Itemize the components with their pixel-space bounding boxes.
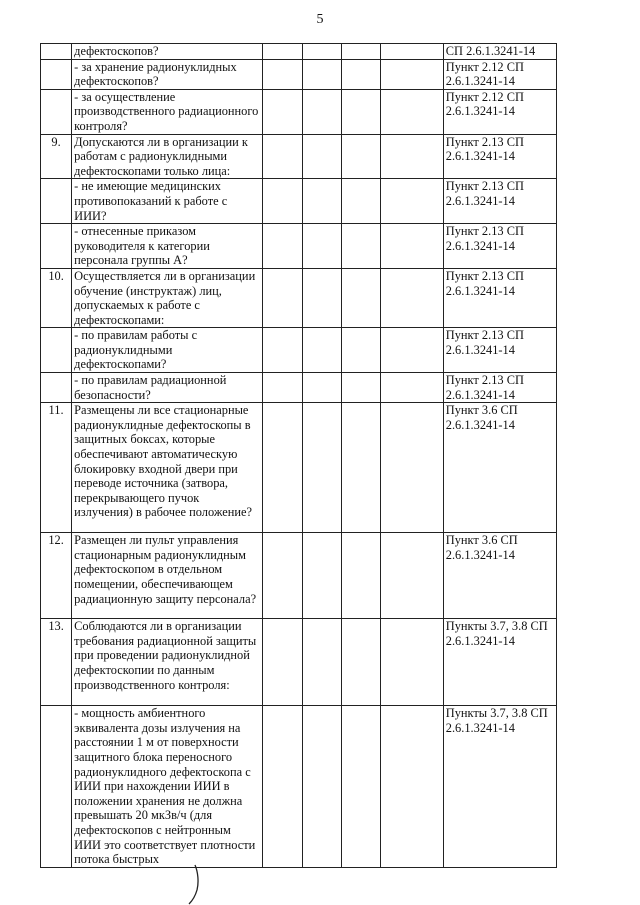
question-cell: Размещен ли пульт управления стационарным радионуклидным дефектоскопом в отдельном помещении, обеспечивающем радиационную защиту персонала? bbox=[72, 533, 263, 619]
answer-cell-1 bbox=[263, 134, 302, 179]
question-cell: - по правилам радиационной безопасности? bbox=[72, 373, 263, 403]
answer-cell-3 bbox=[342, 179, 381, 224]
question-cell: Размещены ли все стационарные радионуклидные дефектоскопы в защитных боксах, которые обеспечивают автоматическую блокировку входной двери при переводе источника (затвора, перекрывающего пучок излучения) в рабочее положение? bbox=[72, 403, 263, 533]
answer-cell-1 bbox=[263, 268, 302, 327]
signature-mark bbox=[186, 864, 208, 905]
table-row bbox=[41, 373, 557, 403]
reference-cell: Пункты 3.7, 3.8 СП 2.6.1.3241-14 bbox=[443, 619, 556, 706]
item-number-cell bbox=[41, 224, 72, 269]
reference-cell: Пункты 3.7, 3.8 СП 2.6.1.3241-14 bbox=[443, 706, 556, 868]
table-row bbox=[41, 328, 557, 373]
table-row bbox=[41, 134, 557, 179]
item-number-cell bbox=[41, 706, 72, 868]
answer-cell-2 bbox=[302, 706, 341, 868]
answer-cell-2 bbox=[302, 328, 341, 373]
item-number-cell bbox=[41, 373, 72, 403]
question-cell: - по правилам работы с радионуклидными дефектоскопами? bbox=[72, 328, 263, 373]
item-number-cell bbox=[41, 179, 72, 224]
reference-cell: Пункт 2.13 СП 2.6.1.3241-14 bbox=[443, 224, 556, 269]
question-cell: - за хранение радионуклидных дефектоскопов? bbox=[72, 59, 263, 89]
item-number-cell bbox=[41, 59, 72, 89]
notes-cell bbox=[381, 619, 443, 706]
reference-cell: Пункт 2.12 СП 2.6.1.3241-14 bbox=[443, 89, 556, 134]
notes-cell bbox=[381, 89, 443, 134]
item-number-cell bbox=[41, 328, 72, 373]
answer-cell-2 bbox=[302, 179, 341, 224]
notes-cell bbox=[381, 533, 443, 619]
question-cell: Допускаются ли в организации к работам с радионуклидными дефектоскопами только лица: bbox=[72, 134, 263, 179]
reference-cell: Пункт 2.13 СП 2.6.1.3241-14 bbox=[443, 328, 556, 373]
answer-cell-3 bbox=[342, 268, 381, 327]
answer-cell-3 bbox=[342, 224, 381, 269]
answer-cell-2 bbox=[302, 619, 341, 706]
item-number-cell: 13. bbox=[41, 619, 72, 706]
answer-cell-3 bbox=[342, 706, 381, 868]
answer-cell-1 bbox=[263, 89, 302, 134]
notes-cell bbox=[381, 134, 443, 179]
notes-cell bbox=[381, 268, 443, 327]
answer-cell-2 bbox=[302, 268, 341, 327]
table-row bbox=[41, 268, 557, 327]
notes-cell bbox=[381, 706, 443, 868]
answer-cell-3 bbox=[342, 403, 381, 533]
notes-cell bbox=[381, 328, 443, 373]
item-number-cell: 10. bbox=[41, 268, 72, 327]
answer-cell-1 bbox=[263, 373, 302, 403]
answer-cell-1 bbox=[263, 619, 302, 706]
answer-cell-1 bbox=[263, 328, 302, 373]
question-cell: - отнесенные приказом руководителя к категории персонала группы А? bbox=[72, 224, 263, 269]
answer-cell-2 bbox=[302, 533, 341, 619]
question-cell: Осуществляется ли в организации обучение (инструктаж) лиц, допускаемых к работе с дефектоскопами: bbox=[72, 268, 263, 327]
table-row bbox=[41, 533, 557, 619]
answer-cell-1 bbox=[263, 403, 302, 533]
notes-cell bbox=[381, 373, 443, 403]
notes-cell bbox=[381, 403, 443, 533]
answer-cell-2 bbox=[302, 89, 341, 134]
answer-cell-1 bbox=[263, 59, 302, 89]
answer-cell-2 bbox=[302, 134, 341, 179]
answer-cell-2 bbox=[302, 44, 341, 60]
checklist-table bbox=[40, 43, 557, 868]
item-number-cell bbox=[41, 44, 72, 60]
item-number-cell: 11. bbox=[41, 403, 72, 533]
answer-cell-3 bbox=[342, 373, 381, 403]
reference-cell: Пункт 2.13 СП 2.6.1.3241-14 bbox=[443, 268, 556, 327]
answer-cell-2 bbox=[302, 403, 341, 533]
question-cell: Соблюдаются ли в организации требования радиационной защиты при проведении радионуклидной дефектоскопии по данным производственного контроля: bbox=[72, 619, 263, 706]
table-row bbox=[41, 44, 557, 60]
item-number-cell: 12. bbox=[41, 533, 72, 619]
reference-cell: Пункт 3.6 СП 2.6.1.3241-14 bbox=[443, 533, 556, 619]
notes-cell bbox=[381, 59, 443, 89]
answer-cell-3 bbox=[342, 328, 381, 373]
question-cell: - не имеющие медицинских противопоказаний к работе с ИИИ? bbox=[72, 179, 263, 224]
table-row bbox=[41, 224, 557, 269]
answer-cell-1 bbox=[263, 44, 302, 60]
answer-cell-3 bbox=[342, 619, 381, 706]
answer-cell-3 bbox=[342, 44, 381, 60]
reference-cell: Пункт 2.12 СП 2.6.1.3241-14 bbox=[443, 59, 556, 89]
answer-cell-2 bbox=[302, 224, 341, 269]
question-cell: - за осуществление производственного радиационного контроля? bbox=[72, 89, 263, 134]
table-row bbox=[41, 706, 557, 868]
answer-cell-2 bbox=[302, 59, 341, 89]
answer-cell-1 bbox=[263, 179, 302, 224]
reference-cell: Пункт 2.13 СП 2.6.1.3241-14 bbox=[443, 134, 556, 179]
answer-cell-1 bbox=[263, 533, 302, 619]
table-row bbox=[41, 59, 557, 89]
table-row bbox=[41, 179, 557, 224]
answer-cell-3 bbox=[342, 533, 381, 619]
reference-cell: Пункт 3.6 СП 2.6.1.3241-14 bbox=[443, 403, 556, 533]
reference-cell: СП 2.6.1.3241-14 bbox=[443, 44, 556, 60]
reference-cell: Пункт 2.13 СП 2.6.1.3241-14 bbox=[443, 373, 556, 403]
table-row bbox=[41, 89, 557, 134]
question-cell: - мощность амбиентного эквивалента дозы излучения на расстоянии 1 м от поверхности защитного блока переносного радионуклидного дефектоскопа с ИИИ при нахождении ИИИ в положении хранения не должна превышать 20 мкЗв/ч (для дефектоскопов с нейтронным ИИИ это соответствует плотности потока быстрых bbox=[72, 706, 263, 868]
answer-cell-3 bbox=[342, 134, 381, 179]
answer-cell-1 bbox=[263, 224, 302, 269]
item-number-cell: 9. bbox=[41, 134, 72, 179]
answer-cell-3 bbox=[342, 59, 381, 89]
question-cell: дефектоскопов? bbox=[72, 44, 263, 60]
notes-cell bbox=[381, 224, 443, 269]
reference-cell: Пункт 2.13 СП 2.6.1.3241-14 bbox=[443, 179, 556, 224]
answer-cell-1 bbox=[263, 706, 302, 868]
page-number: 5 bbox=[316, 12, 324, 27]
answer-cell-2 bbox=[302, 373, 341, 403]
notes-cell bbox=[381, 179, 443, 224]
answer-cell-3 bbox=[342, 89, 381, 134]
notes-cell bbox=[381, 44, 443, 60]
table-row bbox=[41, 619, 557, 706]
table-row bbox=[41, 403, 557, 533]
item-number-cell bbox=[41, 89, 72, 134]
